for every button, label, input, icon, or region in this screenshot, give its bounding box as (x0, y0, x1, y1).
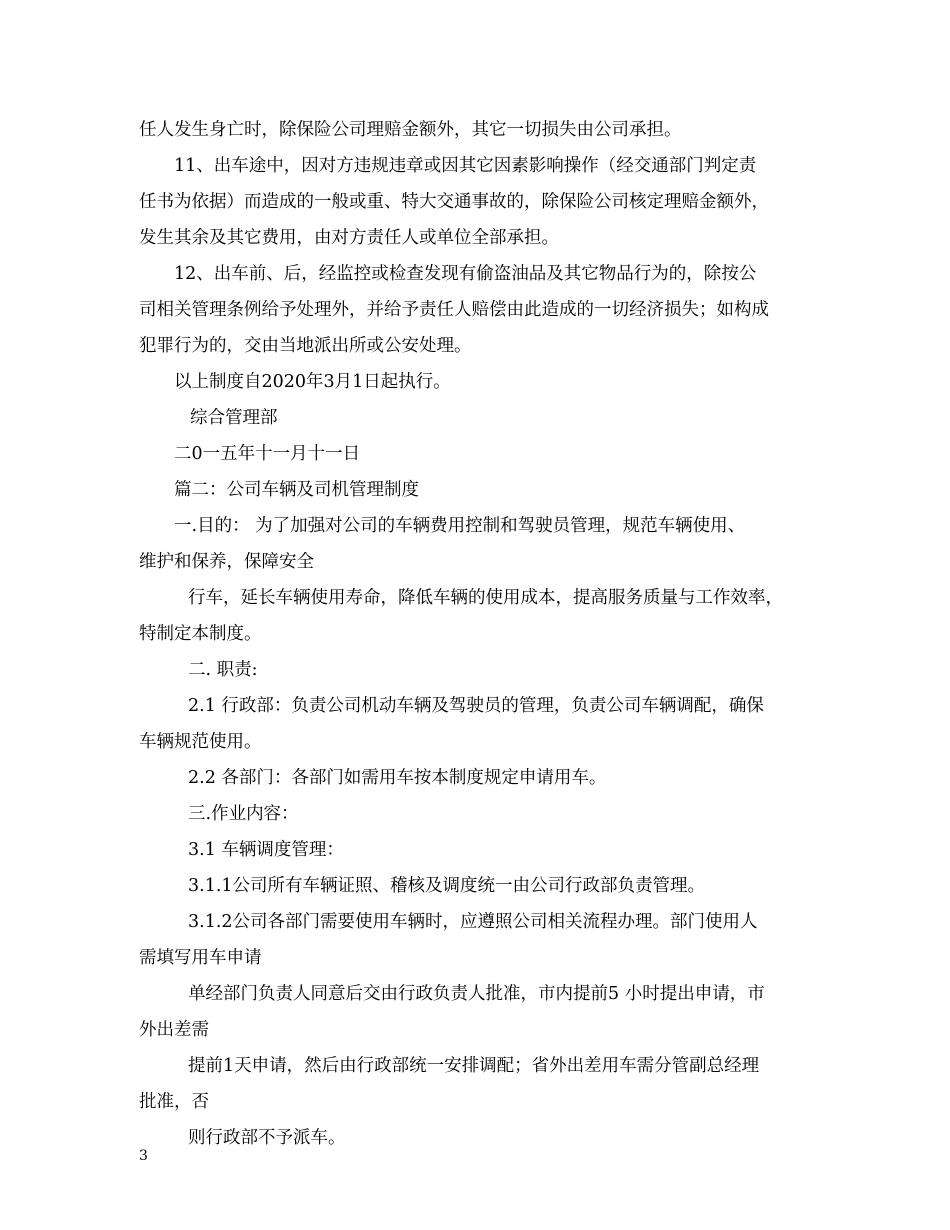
text-line: 需填写用车申请 (139, 948, 262, 968)
text-line: 维护和保养，保障安全 (139, 552, 314, 572)
text-line: 犯罪行为的，交由当地派出所或公安处理。 (139, 336, 472, 356)
text-line: 单经部门负责人同意后交由行政负责人批准，市内提前5 小时提出申请，市 (188, 984, 765, 1004)
text-line: 一.目的： 为了加强对公司的车辆费用控制和驾驶员管理，规范车辆使用、 (174, 516, 746, 536)
text-line: 篇二：公司车辆及司机管理制度 (174, 480, 419, 500)
text-line: 三.作业内容： (188, 804, 299, 824)
text-line: 2.2 各部门：各部门如需用车按本制度规定申请用车。 (188, 768, 607, 788)
text-line: 3.1.1公司所有车辆证照、稽核及调度统一由公司行政部负责管理。 (188, 876, 706, 896)
text-line: 则行政部不予派车。 (188, 1128, 346, 1148)
text-line: 特制定本制度。 (139, 624, 262, 644)
text-line: 以上制度自2020年3月1日起执行。 (174, 372, 451, 392)
text-line: 2.1 行政部：负责公司机动车辆及驾驶员的管理，负责公司车辆调配，确保 (188, 696, 764, 716)
text-line: 二. 职责: (188, 660, 258, 680)
text-line: 二0一五年十一月十一日 (174, 444, 361, 464)
text-line: 提前1天申请，然后由行政部统一安排调配；省外出差用车需分管副总经理 (188, 1056, 760, 1076)
text-line: 任书为依据）而造成的一般或重、特大交通事故的，除保险公司核定理赔金额外， (139, 192, 769, 212)
text-line: 批准，否 (139, 1092, 209, 1112)
text-line: 3.1 车辆调度管理： (188, 840, 344, 860)
text-line: 12、出车前、后，经监控或检查发现有偷盗油品及其它物品行为的，除按公 (174, 264, 757, 284)
page-number: 3 (139, 1148, 148, 1164)
text-line: 行车，延长车辆使用寿命，降低车辆的使用成本，提高服务质量与工作效率， (188, 588, 783, 608)
text-line: 外出差需 (139, 1020, 209, 1040)
text-line: 3.1.2公司各部门需要使用车辆时，应遵照公司相关流程办理。部门使用人 (188, 912, 758, 932)
text-line: 车辆规范使用。 (139, 732, 262, 752)
text-line: 综合管理部 (190, 408, 278, 428)
text-line: 司相关管理条例给予处理外，并给予责任人赔偿由此造成的一切经济损失；如构成 (139, 300, 769, 320)
text-line: 任人发生身亡时，除保险公司理赔金额外，其它一切损失由公司承担。 (139, 120, 682, 140)
text-line: 发生其余及其它费用，由对方责任人或单位全部承担。 (139, 228, 559, 248)
text-line: 11、出车途中，因对方违规违章或因其它因素影响操作（经交通部门判定责 (174, 156, 757, 176)
